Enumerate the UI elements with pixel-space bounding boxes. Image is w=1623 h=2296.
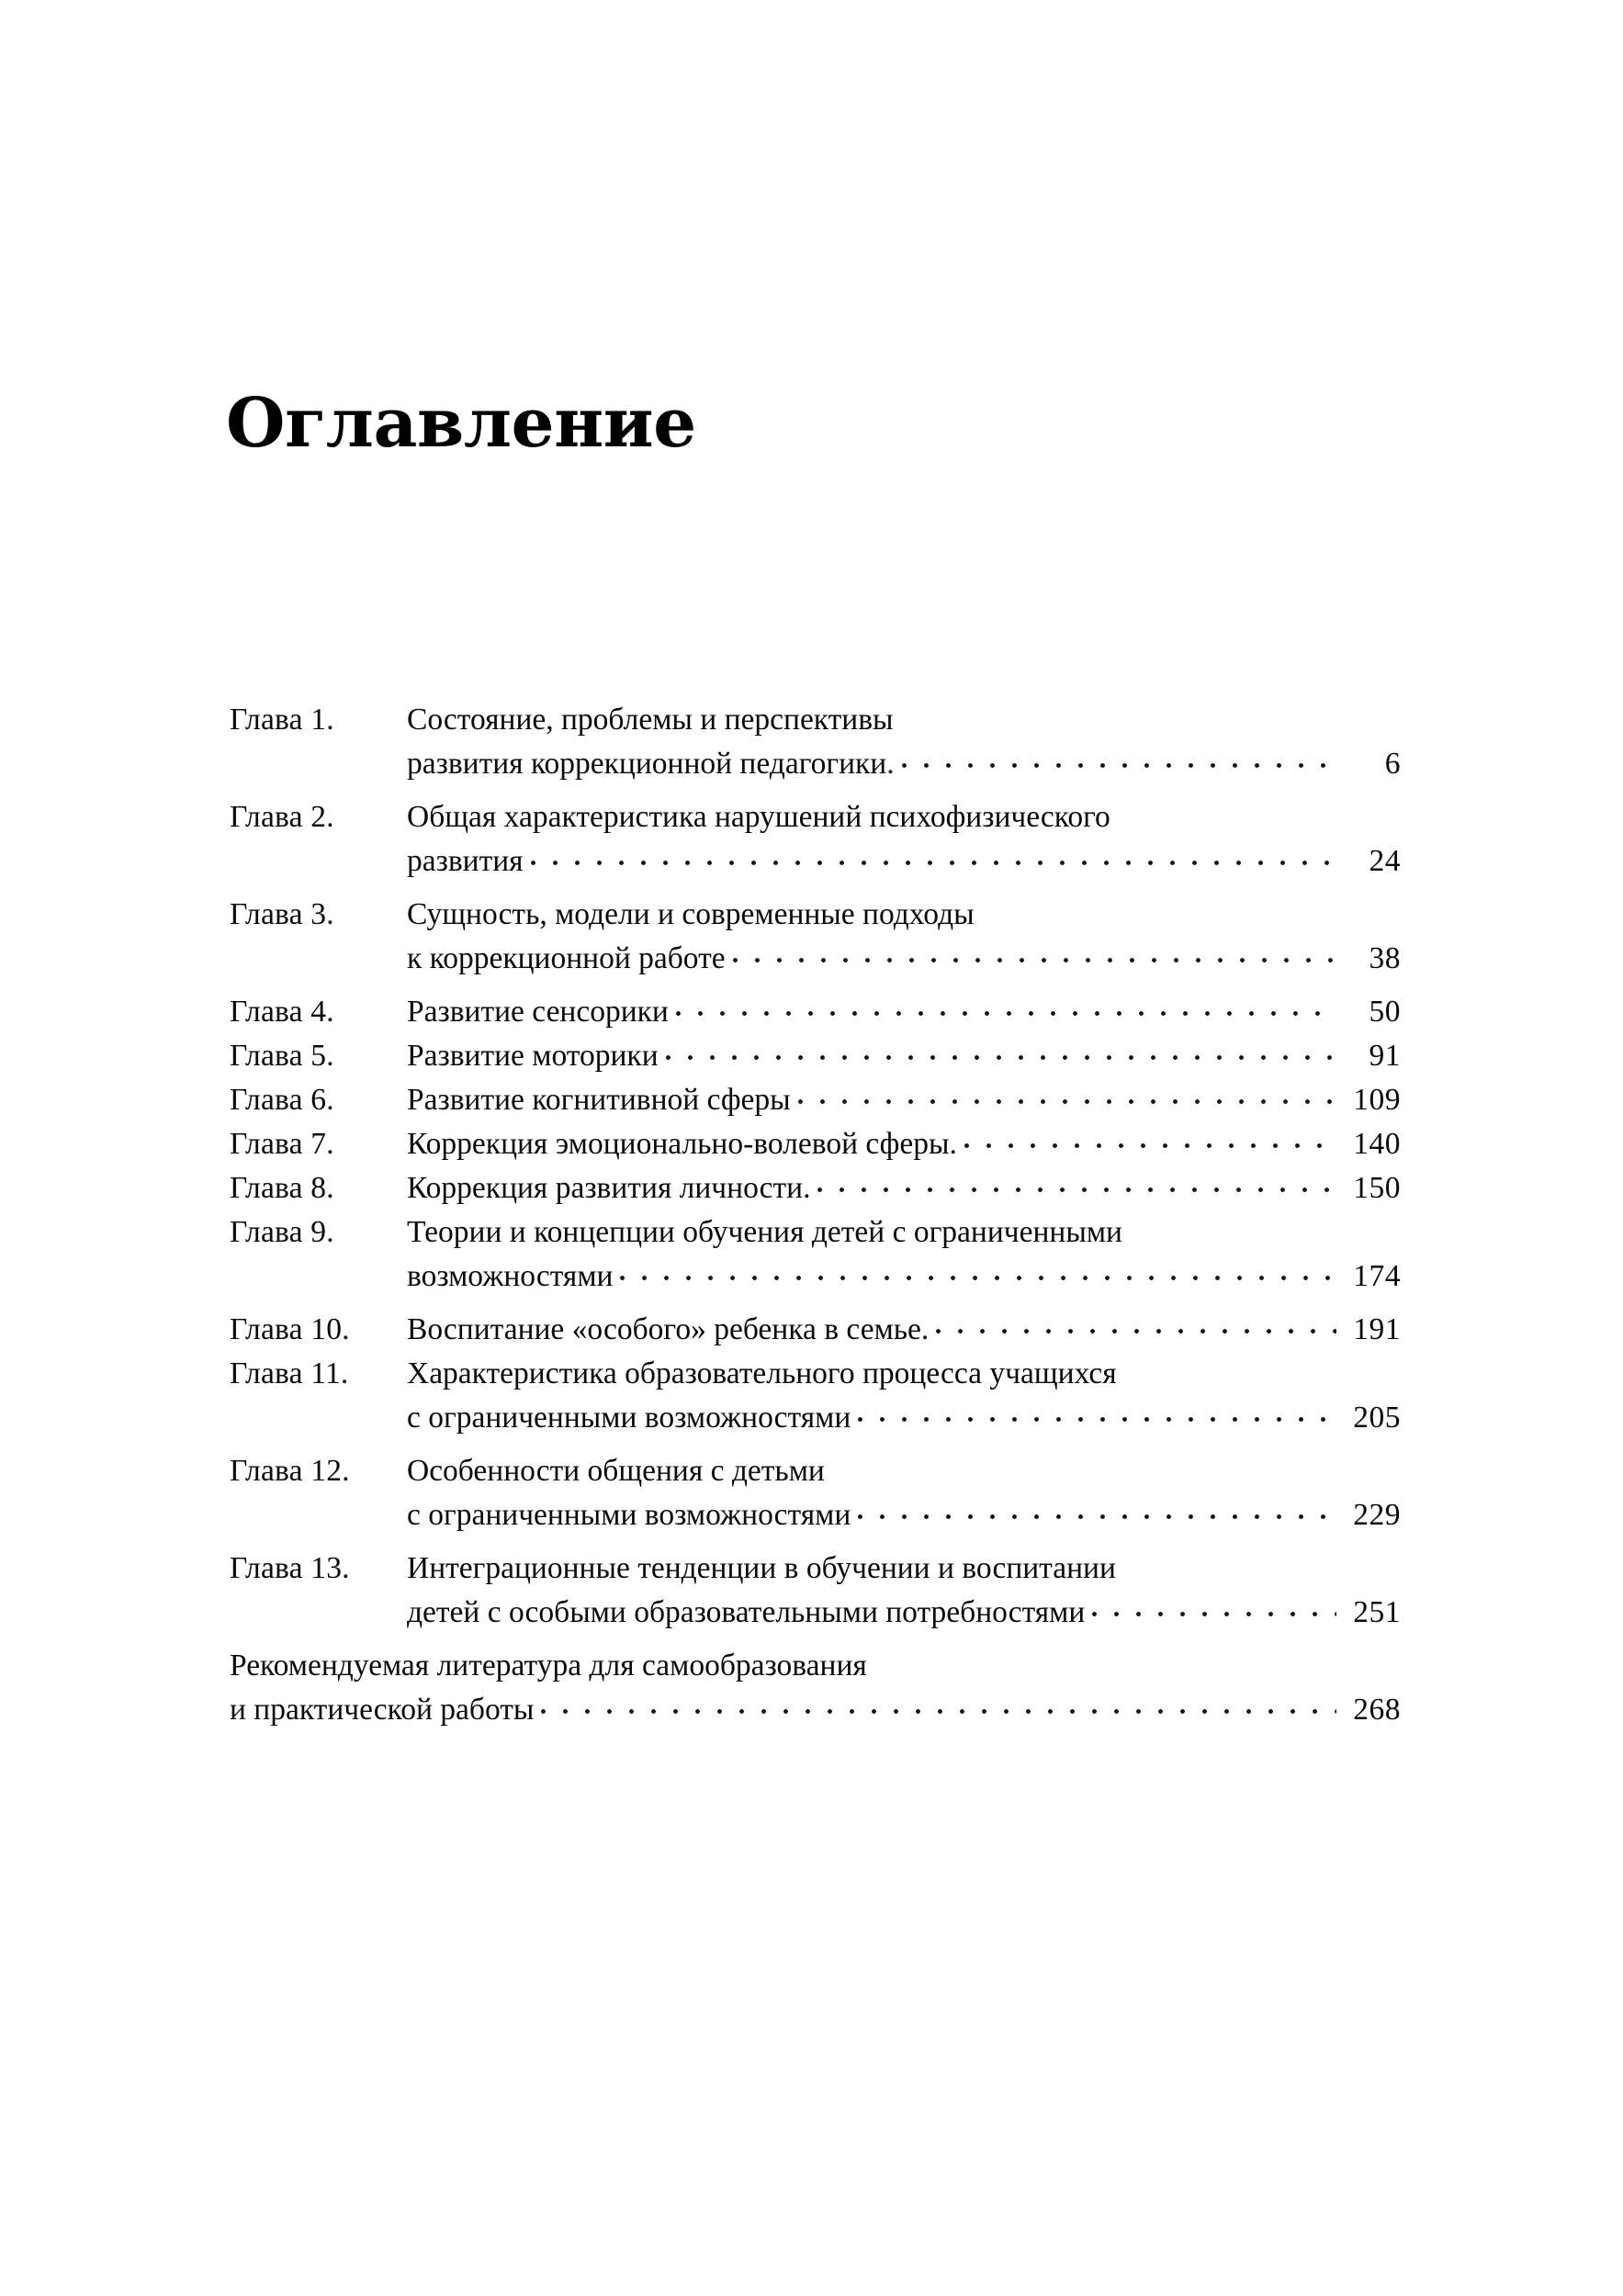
toc-entry[interactable] [230, 1352, 1401, 1440]
dot-leader [902, 743, 1336, 774]
toc-entry-line [230, 1591, 1401, 1635]
toc-entry-title: развития коррекционной педагогики. [407, 747, 895, 781]
toc-title-cell [407, 698, 1401, 742]
toc-entry[interactable] [230, 1034, 1401, 1078]
page-number: 91 [1369, 1039, 1401, 1073]
toc-title-cell [230, 1644, 1401, 1688]
chapter-label: Глава 5. [230, 1039, 334, 1073]
chapter-label: Глава 10. [230, 1312, 350, 1346]
toc-title-cell [407, 1122, 1401, 1166]
toc-entry-line [230, 1396, 1401, 1440]
toc-entry[interactable] [230, 1308, 1401, 1352]
toc-entry-line [230, 1034, 1401, 1078]
chapter-label: Глава 13. [230, 1551, 350, 1585]
page-number: 268 [1353, 1693, 1401, 1727]
page-number: 229 [1353, 1498, 1401, 1532]
page-number: 251 [1353, 1595, 1401, 1629]
toc-entry[interactable] [230, 1078, 1401, 1122]
toc-entry[interactable] [230, 1122, 1401, 1166]
toc-title-cell [407, 893, 1401, 937]
dot-leader [531, 840, 1336, 872]
toc-entry[interactable] [230, 1166, 1401, 1210]
toc-entry-line [230, 1078, 1401, 1122]
toc-entry-line [230, 1255, 1401, 1299]
chapter-label: Глава 1. [230, 703, 334, 737]
toc-entry[interactable] [230, 1210, 1401, 1299]
toc-title-cell [407, 990, 1401, 1034]
dot-leader [798, 1079, 1336, 1110]
toc-entry-title: Сущность, модели и современные подходы [407, 897, 975, 931]
toc-title-cell [407, 1493, 1401, 1537]
dot-leader [858, 1397, 1336, 1428]
toc-entry-line [230, 1688, 1401, 1732]
toc-entry[interactable] [230, 698, 1401, 786]
chapter-label: Глава 3. [230, 897, 334, 931]
toc-entry-line [230, 1166, 1401, 1210]
toc-entry-line [230, 1352, 1401, 1396]
page-number: 38 [1369, 941, 1401, 975]
page-number: 174 [1353, 1259, 1401, 1293]
toc-entry-title: Коррекция эмоционально-волевой сферы. [407, 1127, 957, 1161]
toc-entry[interactable] [230, 1644, 1401, 1732]
toc-entry[interactable] [230, 1547, 1401, 1635]
toc-title-cell [407, 1591, 1401, 1635]
toc-entry-title: Развитие моторики [407, 1039, 659, 1073]
toc-title-cell [230, 1688, 1401, 1732]
toc-title-cell [407, 1255, 1401, 1299]
toc-entry-title: возможностями [407, 1259, 614, 1293]
dot-leader [666, 1035, 1336, 1066]
toc-entry-line [230, 1644, 1401, 1688]
toc-entry-title: с ограниченными возможностями [407, 1498, 851, 1532]
dot-leader [936, 1309, 1336, 1340]
chapter-label: Глава 4. [230, 995, 334, 1029]
toc-entry-line [230, 742, 1401, 786]
table-of-contents [230, 698, 1401, 1747]
dot-leader [541, 1689, 1336, 1720]
chapter-label: Глава 12. [230, 1454, 350, 1488]
chapter-label: Глава 8. [230, 1171, 334, 1205]
page-number: 205 [1353, 1401, 1401, 1435]
toc-entry-title: Коррекция развития личности. [407, 1171, 811, 1205]
toc-title-cell [407, 742, 1401, 786]
toc-entry-title: Воспитание «особого» ребенка в семье. [407, 1312, 930, 1346]
toc-entry-line [230, 1493, 1401, 1537]
chapter-label: Глава 7. [230, 1127, 334, 1161]
toc-entry-title: с ограниченными возможностями [407, 1401, 851, 1435]
toc-title-cell [407, 1308, 1401, 1352]
chapter-label: Глава 2. [230, 800, 334, 834]
toc-title-cell [407, 937, 1401, 981]
toc-entry-title: Особенности общения с детьми [407, 1454, 825, 1488]
toc-entry-title: Интеграционные тенденции в обучении и воспитании [407, 1551, 1116, 1585]
toc-entry-title: Развитие сенсорики [407, 995, 669, 1029]
toc-title-cell [407, 1166, 1401, 1210]
chapter-label: Глава 6. [230, 1083, 334, 1117]
toc-entry-line [230, 1122, 1401, 1166]
toc-entry-line [230, 698, 1401, 742]
toc-entry-title: Состояние, проблемы и перспективы [407, 703, 894, 737]
toc-entry-line [230, 1449, 1401, 1493]
toc-entry-line [230, 990, 1401, 1034]
toc-entry[interactable] [230, 795, 1401, 884]
toc-title-cell [407, 1352, 1401, 1396]
page-number: 24 [1369, 844, 1401, 878]
toc-title-cell [407, 839, 1401, 884]
dot-leader [858, 1494, 1336, 1525]
toc-entry-line [230, 1547, 1401, 1591]
toc-title-cell [407, 1210, 1401, 1255]
toc-entry[interactable] [230, 893, 1401, 981]
toc-title-cell [407, 795, 1401, 839]
dot-leader [733, 938, 1336, 969]
toc-title-cell [407, 1034, 1401, 1078]
toc-entry-line [230, 1210, 1401, 1255]
page-number: 150 [1353, 1171, 1401, 1205]
toc-entry-line [230, 795, 1401, 839]
toc-title-cell [407, 1449, 1401, 1493]
toc-entry-title: Рекомендуемая литература для самообразования [230, 1649, 867, 1683]
toc-entry-line [230, 937, 1401, 981]
toc-entry-title: и практической работы [230, 1693, 535, 1727]
toc-title-cell [407, 1547, 1401, 1591]
toc-title-cell [407, 1396, 1401, 1440]
toc-entry-title: детей с особыми образовательными потребностями [407, 1595, 1086, 1629]
dot-leader [1092, 1592, 1336, 1623]
toc-entry-title: к коррекционной работе [407, 941, 726, 975]
toc-entry-title: Общая характеристика нарушений психофизического [407, 800, 1110, 834]
page-number: 6 [1384, 747, 1401, 781]
toc-entry-line [230, 893, 1401, 937]
dot-leader [620, 1255, 1336, 1287]
dot-leader [817, 1167, 1336, 1199]
toc-title-cell [407, 1078, 1401, 1122]
chapter-label: Глава 9. [230, 1215, 334, 1249]
toc-entry-title: развития [407, 844, 524, 878]
chapter-label: Глава 11. [230, 1356, 349, 1390]
toc-entry[interactable] [230, 990, 1401, 1034]
toc-entry-line [230, 1308, 1401, 1352]
toc-entry-title: Теории и концепции обучения детей с ограниченными [407, 1215, 1122, 1249]
toc-entry-line [230, 839, 1401, 884]
page-number: 109 [1353, 1083, 1401, 1117]
page-title: Оглавление [226, 383, 696, 463]
dot-leader [964, 1123, 1336, 1154]
page-number: 140 [1353, 1127, 1401, 1161]
toc-entry[interactable] [230, 1449, 1401, 1537]
toc-entry-title: Развитие когнитивной сферы [407, 1083, 791, 1117]
page-number: 191 [1353, 1312, 1401, 1346]
page-number: 50 [1369, 995, 1401, 1029]
toc-entry-title: Характеристика образовательного процесса учащихся [407, 1356, 1117, 1390]
dot-leader [676, 991, 1336, 1022]
